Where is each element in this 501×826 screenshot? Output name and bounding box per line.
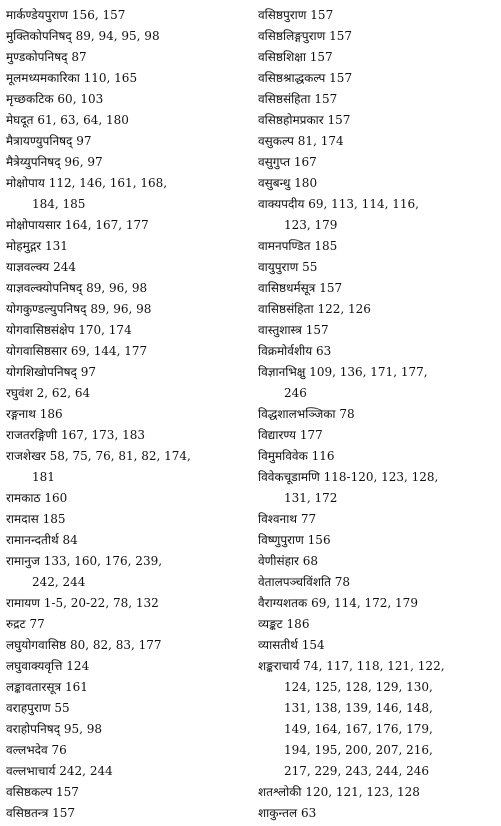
index-entry <box>258 236 496 257</box>
index-term: रामानुज <box>6 554 40 568</box>
index-term: मेघदूत <box>6 113 34 127</box>
index-term: राजशेखर <box>6 449 46 463</box>
index-entry <box>258 68 496 89</box>
index-entry-line <box>258 509 496 530</box>
index-term: वायुपुराण <box>258 260 299 274</box>
page-references: 124 <box>66 659 90 673</box>
page-references: 55 <box>54 701 70 715</box>
index-term: विश्वनाथ <box>258 512 297 526</box>
page-references: 77 <box>300 512 317 526</box>
index-entry <box>6 761 244 782</box>
page-references-continued: 217, 229, 243, 244, 246 <box>284 764 430 778</box>
index-entry-line <box>258 5 496 26</box>
index-term: विमुमविवेक <box>258 449 308 463</box>
index-entry <box>258 362 496 404</box>
index-term: शङ्कराचार्य <box>258 659 300 673</box>
index-entry <box>258 614 496 635</box>
index-entry-line <box>6 215 244 236</box>
page-references-continued: 194, 195, 200, 207, 216, <box>284 743 433 757</box>
index-entry-line <box>6 173 244 194</box>
page-references: 157 <box>309 50 333 64</box>
index-entry-line <box>258 341 496 362</box>
index-entry <box>258 278 496 299</box>
index-entry-line <box>6 698 244 719</box>
page-references: 157 <box>55 785 79 799</box>
index-entry-line <box>6 593 244 614</box>
index-entry <box>258 551 496 572</box>
index-entry-line <box>258 278 496 299</box>
index-term: लघुवाक्यवृत्ति <box>6 659 63 673</box>
index-entry <box>6 341 244 362</box>
index-entry <box>6 656 244 677</box>
index-entry <box>6 131 244 152</box>
index-entry <box>6 362 244 383</box>
index-entry <box>258 509 496 530</box>
index-entry <box>258 593 496 614</box>
page-references: 95, 98 <box>63 722 103 736</box>
index-entry-line <box>258 782 496 803</box>
index-term: योगशिखोपनिषद् <box>6 365 77 379</box>
index-entry-line <box>6 278 244 299</box>
index-entry-line <box>6 362 244 383</box>
page-references: 242, 244 <box>59 764 113 778</box>
page-references: 60, 103 <box>57 92 104 106</box>
index-entry <box>6 278 244 299</box>
index-term: वसिष्ठश्राद्धकल्प <box>258 71 326 85</box>
index-entry <box>6 257 244 278</box>
page-references: 157 <box>52 806 76 820</box>
index-entry-line <box>258 257 496 278</box>
page-references: 118-120, 123, 128, <box>323 470 439 484</box>
page-references: 156, 157 <box>71 8 126 22</box>
index-term: वासिष्ठधर्मसूत्र <box>258 281 316 295</box>
page-references: 167 <box>293 155 317 169</box>
index-entry-line <box>258 131 496 152</box>
index-term: मुण्डकोपनिषद् <box>6 50 68 64</box>
page-references: 80, 82, 83, 177 <box>69 638 162 652</box>
index-entry <box>258 173 496 194</box>
index-column-left <box>6 5 244 824</box>
page-references: 185 <box>42 512 66 526</box>
page-references: 154 <box>301 638 325 652</box>
index-term: वसिष्ठहोमप्रकार <box>258 113 324 127</box>
index-entry-line <box>6 551 244 572</box>
page-references: 68 <box>302 554 319 568</box>
index-entry <box>6 551 244 593</box>
index-entry-line <box>6 299 244 320</box>
index-entry-line <box>6 782 244 803</box>
index-entry-line <box>258 635 496 656</box>
index-entry-line <box>6 530 244 551</box>
index-entry <box>6 26 244 47</box>
index-entry <box>258 110 496 131</box>
index-term: रुद्रट <box>6 617 26 631</box>
index-entry <box>258 131 496 152</box>
page-references: 89, 96, 98 <box>86 281 148 295</box>
index-entry-line <box>6 320 244 341</box>
index-entry <box>258 467 496 509</box>
index-entry-line <box>258 299 496 320</box>
index-entry-line <box>6 47 244 68</box>
page-references: 63 <box>316 344 332 358</box>
page-references: 77 <box>29 617 45 631</box>
page-references: 69, 113, 114, 116, <box>308 197 419 211</box>
page-references: 69, 144, 177 <box>70 344 148 358</box>
index-entry <box>6 635 244 656</box>
index-term: लघुयोगवासिष्ठ <box>6 638 67 652</box>
index-entry-line <box>258 614 496 635</box>
index-term: वेणीसंहार <box>258 554 299 568</box>
index-entry-line <box>6 614 244 635</box>
page-references: 186 <box>286 617 310 631</box>
index-entry <box>258 341 496 362</box>
index-entry <box>6 383 244 404</box>
page-references: 122, 126 <box>317 302 371 316</box>
index-term: मोक्षोपाय <box>6 176 45 190</box>
page-references: 1-5, 20-22, 78, 132 <box>43 596 159 610</box>
page-references-continued: 124, 125, 128, 129, 130, <box>284 680 433 694</box>
index-term: वाक्यपदीय <box>258 197 305 211</box>
index-term: वेतालपञ्चविंशति <box>258 575 331 589</box>
page-references: 112, 146, 161, 168, <box>48 176 168 190</box>
page-references: 96, 97 <box>64 155 103 169</box>
index-entry-line <box>258 530 496 551</box>
index-entry <box>6 89 244 110</box>
index-term: याज्ञवल्क्योपनिषद् <box>6 281 83 295</box>
index-entry-line <box>6 236 244 257</box>
index-entry <box>6 593 244 614</box>
index-term: व्यासतीर्थ <box>258 638 298 652</box>
index-entry-line <box>258 194 496 215</box>
index-term: वैराग्यशतक <box>258 596 308 610</box>
index-entry-line <box>6 803 244 824</box>
page-references: 133, 160, 176, 239, <box>43 554 163 568</box>
index-entry <box>258 26 496 47</box>
page-references: 157 <box>329 71 353 85</box>
index-entry-line <box>6 404 244 425</box>
index-entry <box>258 299 496 320</box>
index-entry-line <box>258 152 496 173</box>
index-entry-line <box>6 383 244 404</box>
index-entry <box>6 803 244 824</box>
index-entry <box>6 614 244 635</box>
index-term: विक्रमोर्वशीय <box>258 344 313 358</box>
index-entry-line <box>258 110 496 131</box>
page-references: 97 <box>80 365 97 379</box>
index-entry-line <box>258 173 496 194</box>
index-entry <box>6 68 244 89</box>
index-entry <box>258 425 496 446</box>
index-term: विवेकचूडामणि <box>258 470 320 484</box>
index-term: शाकुन्तल <box>258 806 298 820</box>
index-entry <box>6 719 244 740</box>
index-entry <box>6 173 244 215</box>
index-entry <box>6 47 244 68</box>
index-entry <box>6 509 244 530</box>
index-term: राजतरङ्गिणी <box>6 428 58 442</box>
page-references: 97 <box>76 134 92 148</box>
index-term: योगवासिष्ठसार <box>6 344 68 358</box>
page-references: 120, 121, 123, 128 <box>305 785 420 799</box>
index-entry-line <box>258 803 496 824</box>
index-entry <box>258 572 496 593</box>
index-entry <box>6 530 244 551</box>
index-entry-line <box>6 677 244 698</box>
index-entry-line <box>6 5 244 26</box>
index-entry <box>6 677 244 698</box>
index-entry <box>6 698 244 719</box>
index-entry <box>6 404 244 425</box>
index-term: रामदास <box>6 512 39 526</box>
index-entry-line <box>258 593 496 614</box>
index-entry-line <box>6 131 244 152</box>
index-term: मोक्षोपायसार <box>6 218 62 232</box>
index-term: वासिष्ठसंहिता <box>258 302 314 316</box>
page-references: 157 <box>329 29 353 43</box>
index-entry <box>258 803 496 824</box>
index-entry <box>258 5 496 26</box>
index-entry-line <box>6 488 244 509</box>
page-references: 156 <box>307 533 331 547</box>
index-entry-line <box>258 467 496 488</box>
index-term: वसिष्ठसंहिता <box>258 92 311 106</box>
index-entry-line <box>6 425 244 446</box>
page-references: 157 <box>319 281 343 295</box>
index-term: वसिष्ठकल्प <box>6 785 53 799</box>
index-entry <box>258 257 496 278</box>
index-entry-line <box>6 26 244 47</box>
index-term: योगकुण्डल्युपनिषद् <box>6 302 87 316</box>
page-references: 185 <box>314 239 338 253</box>
page-references: 89, 94, 95, 98 <box>75 29 160 43</box>
index-entry-line <box>6 446 244 467</box>
index-entry <box>258 320 496 341</box>
page-references: 84 <box>62 533 78 547</box>
index-term: विज्ञानभिक्षु <box>258 365 306 379</box>
index-term: रङ्गनाथ <box>6 407 36 421</box>
index-column-right <box>258 5 496 824</box>
index-term: मैत्रायण्युपनिषद् <box>6 134 73 148</box>
index-entry <box>6 299 244 320</box>
index-entry-line <box>258 47 496 68</box>
index-term: लङ्कावतारसूत्र <box>6 680 62 694</box>
index-entry <box>258 89 496 110</box>
index-term: शतश्लोकी <box>258 785 302 799</box>
page-references-continued: 181 <box>32 470 55 484</box>
index-term: मूलमध्यमकारिका <box>6 71 80 85</box>
index-term: विद्धशालभञ्जिका <box>258 407 336 421</box>
index-entry-line <box>258 26 496 47</box>
index-term: वसिष्ठतन्त्र <box>6 806 49 820</box>
index-entry-line <box>258 404 496 425</box>
index-entry <box>6 152 244 173</box>
index-entry <box>6 5 244 26</box>
index-term: वराहोपनिषद् <box>6 722 61 736</box>
page-references: 160 <box>44 491 68 505</box>
page-references: 157 <box>310 8 334 22</box>
index-term: रामायण <box>6 596 40 610</box>
page-references: 78 <box>339 407 355 421</box>
index-entry-line <box>6 341 244 362</box>
index-entry-line <box>6 635 244 656</box>
index-entry-line <box>6 68 244 89</box>
page-references: 2, 62, 64 <box>36 386 91 400</box>
index-entry-line <box>6 257 244 278</box>
index-term: विद्यारण्य <box>258 428 297 442</box>
index-entry-line <box>258 425 496 446</box>
index-entry-line <box>6 740 244 761</box>
page-references: 167, 173, 183 <box>61 428 145 442</box>
page-references-continued: 123, 179 <box>284 218 338 232</box>
page-references: 89, 96, 98 <box>90 302 152 316</box>
index-entry <box>258 635 496 656</box>
index-entry-line <box>258 446 496 467</box>
index-term: वसिष्ठशिक्षा <box>258 50 306 64</box>
index-entry <box>6 488 244 509</box>
index-term: योगवासिष्ठसंक्षेप <box>6 323 75 337</box>
page-references: 131 <box>44 239 68 253</box>
index-entry-line <box>258 68 496 89</box>
page-references: 74, 117, 118, 121, 122, <box>303 659 445 673</box>
page-references: 157 <box>305 323 329 337</box>
index-term: वसुबन्धु <box>258 176 291 190</box>
index-entry <box>6 782 244 803</box>
index-entry-line <box>6 719 244 740</box>
page-references: 161 <box>64 680 88 694</box>
page-references-continued: 184, 185 <box>32 197 86 211</box>
index-term: मैत्रेय्युपनिषद् <box>6 155 61 169</box>
index-entry-line <box>6 509 244 530</box>
index-entry-line <box>6 761 244 782</box>
index-entry <box>6 320 244 341</box>
index-entry <box>258 530 496 551</box>
page-references: 76 <box>51 743 67 757</box>
index-entry-line <box>6 110 244 131</box>
index-entry-line <box>6 656 244 677</box>
page-references: 177 <box>299 428 323 442</box>
index-term: रामकाठ <box>6 491 41 505</box>
page-references: 69, 114, 172, 179 <box>311 596 418 610</box>
index-entry <box>258 404 496 425</box>
page-references-continued: 131, 138, 139, 146, 148, <box>284 701 433 715</box>
index-entry-line <box>6 152 244 173</box>
index-entry-line <box>258 551 496 572</box>
index-term: रामानन्दतीर्थ <box>6 533 59 547</box>
index-entry-line <box>258 320 496 341</box>
page-references: 61, 63, 64, 180 <box>37 113 129 127</box>
index-term: वराहपुराण <box>6 701 51 715</box>
page-references: 58, 75, 76, 81, 82, 174, <box>49 449 191 463</box>
page-references: 164, 167, 177 <box>64 218 149 232</box>
page-references-continued: 149, 164, 167, 176, 179, <box>284 722 433 736</box>
index-term: वसुकल्प <box>258 134 294 148</box>
index-entry <box>6 110 244 131</box>
page-references-continued: 242, 244 <box>32 575 86 589</box>
index-entry-line <box>258 656 496 677</box>
page-references: 157 <box>314 92 338 106</box>
page-references: 110, 165 <box>83 71 138 85</box>
index-entry <box>6 446 244 488</box>
index-entry <box>258 152 496 173</box>
index-term: रघुवंश <box>6 386 33 400</box>
index-term: मार्कण्डेयपुराण <box>6 8 69 22</box>
index-term: मोहमुद्गर <box>6 239 42 253</box>
index-entry-line <box>258 236 496 257</box>
index-term: याज्ञवल्क्य <box>6 260 50 274</box>
index-entry <box>6 215 244 236</box>
page-references: 87 <box>71 50 87 64</box>
index-entry <box>258 47 496 68</box>
page-references: 170, 174 <box>78 323 132 337</box>
index-term: विष्णुपुराण <box>258 533 304 547</box>
page-references: 109, 136, 171, 177, <box>309 365 428 379</box>
index-entry <box>258 782 496 803</box>
index-term: वसिष्ठलिङ्गपुराण <box>258 29 326 43</box>
index-term: मृच्छकटिक <box>6 92 54 106</box>
index-entry <box>6 236 244 257</box>
page-references: 157 <box>327 113 351 127</box>
index-entry-line <box>258 89 496 110</box>
index-entry-line <box>258 572 496 593</box>
index-entry-line <box>258 362 496 383</box>
index-entry <box>258 194 496 236</box>
page-references: 186 <box>39 407 63 421</box>
page-references-continued: 246 <box>284 386 307 400</box>
page-references: 180 <box>294 176 318 190</box>
index-entry <box>258 656 496 782</box>
index-entry <box>6 740 244 761</box>
page-references: 81, 174 <box>297 134 344 148</box>
index-term: वसिष्ठपुराण <box>258 8 307 22</box>
page-references: 55 <box>302 260 318 274</box>
page-references: 116 <box>311 449 335 463</box>
page-references: 63 <box>301 806 317 820</box>
index-entry-line <box>6 89 244 110</box>
index-term: मुक्तिकोपनिषद् <box>6 29 72 43</box>
page-references: 244 <box>53 260 76 274</box>
index-term: वास्तुशास्त्र <box>258 323 302 337</box>
index-entry <box>258 446 496 467</box>
index-entry <box>6 425 244 446</box>
index-term: व्यङ्कट <box>258 617 283 631</box>
page-references: 78 <box>334 575 351 589</box>
index-term: वल्लभाचार्य <box>6 764 56 778</box>
index-term: वसुगुप्त <box>258 155 291 169</box>
index-term: वामनपण्डित <box>258 239 311 253</box>
page-references-continued: 131, 172 <box>284 491 338 505</box>
index-term: वल्लभदेव <box>6 743 48 757</box>
